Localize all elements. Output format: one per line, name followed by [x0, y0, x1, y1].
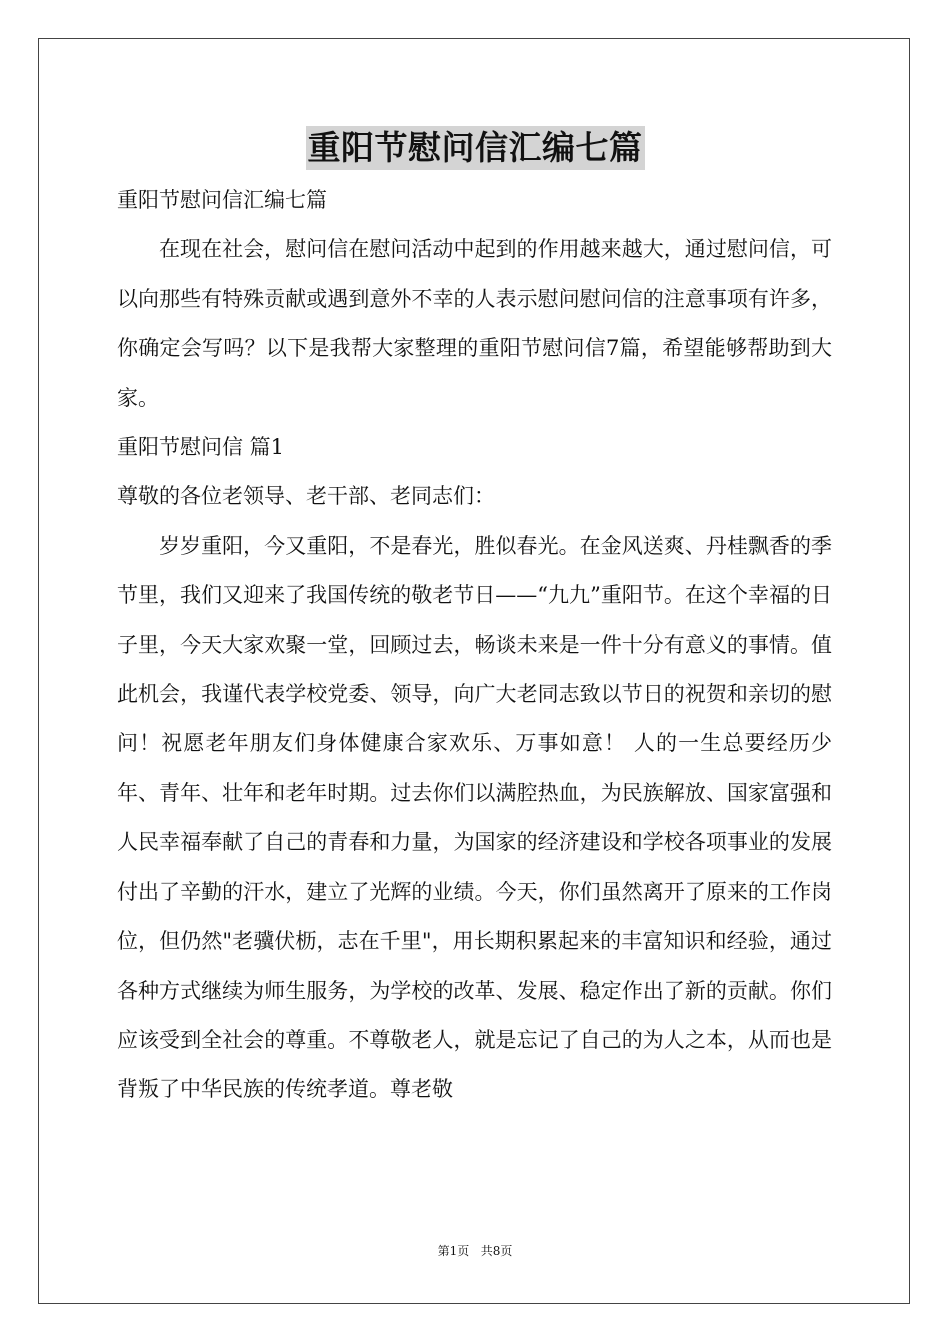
document-title: 重阳节慰问信汇编七篇: [306, 126, 645, 170]
paragraph: 重阳节慰问信汇编七篇: [117, 188, 327, 212]
page-total: 共8页: [480, 1244, 513, 1258]
paragraph: 岁岁重阳，今又重阳，不是春光，胜似春光。在金风送爽、丹桂飘香的季节里，我们又迎来了我国传统的敬老节日——“九九”重阳节。在这个幸福的日子里，今天大家欢聚一堂，回顾过去，畅谈未来是一件十分有意义的事情。值此机会，我谨代表学校党委、领导，向广大老同志致以节日的祝贺和亲切的慰问！祝愿老年朋友们身体健康合家欢乐、万事如意！ 人的一生总要经历少年、青年、壮年和老年时期。过去你们以满腔热血，为民族解放、国家富强和人民幸福奉献了自己的青春和力量，为国家的经济建设和学校各项事业的发展付出了辛勤的汗水，建立了光辉的业绩。今天，你们虽然离开了原来的工作岗位，但仍然"老骥伏枥，志在千里"，用长期积累起来的丰富知识和经验，通过各种方式继续为师生服务，为学校的改革、发展、稳定作出了新的贡献。你们应该受到全社会的尊重。不尊敬老人，就是忘记了自己的为人之本，从而也是背叛了中华民族的传统孝道。尊老敬: [117, 533, 832, 1102]
page-number: 第1页: [437, 1244, 470, 1258]
title-area: [0, 126, 950, 170]
section-heading: 重阳节慰问信 篇1: [117, 435, 285, 460]
paragraph: 在现在社会，慰问信在慰问活动中起到的作用越来越大，通过慰问信，可以向那些有特殊贡献或遇到意外不幸的人表示慰问慰问信的注意事项有许多，你确定会写吗？以下是我帮大家整理的重阳节慰问信7篇，希望能够帮助到大家。: [117, 237, 832, 410]
page-footer: [0, 1243, 950, 1259]
salutation: 尊敬的各位老领导、老干部、老同志们：: [117, 484, 495, 509]
document-body: [117, 176, 832, 1115]
